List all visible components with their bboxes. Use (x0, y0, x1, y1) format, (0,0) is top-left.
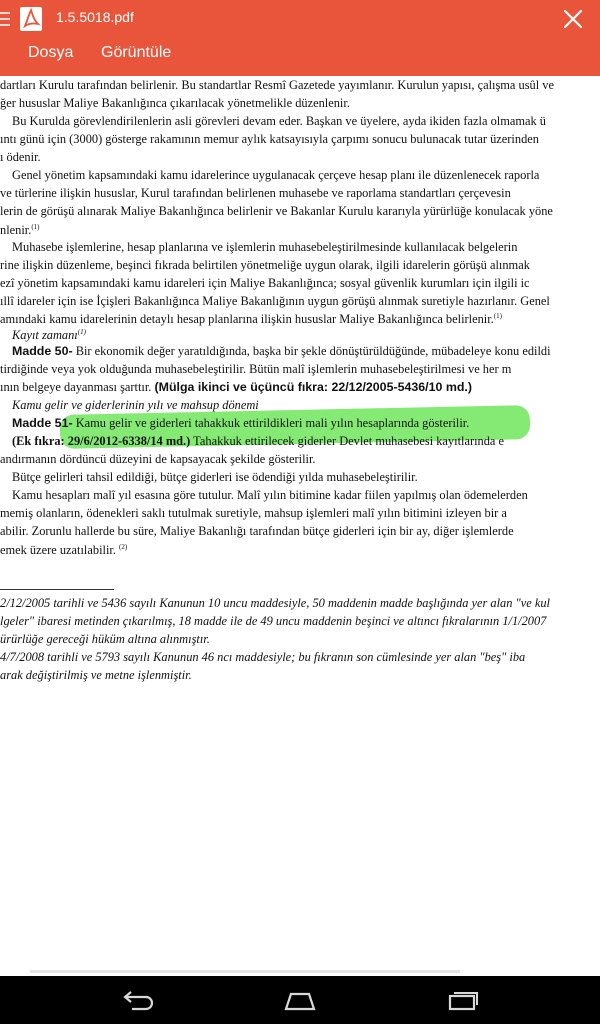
text-line: emek üzere uzatılabilir. $^{(2)}$ (0, 543, 128, 558)
home-icon[interactable] (280, 988, 320, 1012)
recent-apps-icon[interactable] (442, 988, 482, 1012)
text-line: Genel yönetim kapsamındaki kamu idarelerince uygulanacak çerçeve hesap planı ile düzenlenecek raporla (12, 168, 540, 182)
overflow-menu-icon[interactable] (0, 12, 10, 28)
text-line: Kamu hesapları malî yıl esasına göre tutulur. Malî yılın bitimine kadar fiilen yapılmış olan ödemelerden (12, 488, 528, 502)
text-line: ıllî idareler için ise İçişleri Bakanlığınca Maliye Bakanlığının uygun görüşü alınmak suretiyle hazırlanır. Genel (0, 294, 550, 308)
menu-bar (28, 44, 172, 62)
text-line: ve türlerine ilişkin hususlar, Kurul tarafından belirlenen muhasebe ve raporlama standartları çerçevesin (0, 186, 511, 200)
footnote-line: 2/12/2005 tarihli ve 5436 sayılı Kanunun 10 uncu maddesiyle, 50 maddenin madde başlığında yer alan "ve kul (0, 596, 550, 610)
pdf-page[interactable] (0, 76, 600, 976)
text-line: Madde 51- Kamu gelir ve giderleri tahakkuk ettirildikleri mali yılın hesaplarında gösterilir. (12, 416, 470, 430)
text-line: lerin de görüşü alınarak Maliye Bakanlığınca belirlenir ve Bakanlar Kurulu kararıyla yürürlüğe konulacak yöne (0, 204, 553, 218)
text-line: nlenir.$^{(1)}$ (0, 223, 40, 238)
text-line: dartları Kurulu tarafından belirlenir. Bu standartlar Resmî Gazetede yayımlanır. Kurulun yapısı, çalışma usûl ve (0, 78, 554, 92)
text-line: Muhasebe işlemlerine, hesap planlarına ve işlemlerin muhasebeleştirilmesinde kullanılacak belgelerin (12, 240, 518, 254)
footnote-line: arak değiştirilmiş ve metne işlenmiştir. (0, 668, 192, 682)
text-line: memiş olanların, ödenekleri saklı tutulmak suretiyle, mahsup işlemleri malî yılın bitimini izleyen bir a (0, 506, 507, 520)
text-line: ı ödenir. (0, 150, 41, 164)
system-nav-bar (0, 976, 600, 1024)
text-line: ının belgeye dayanması şarttır. (Mülga ikinci ve üçüncü fıkra: 22/12/2005-5436/10 md.) (0, 380, 472, 394)
text-line: tirdiğinde veya yok olduğunda muhasebeleştirilir. Bütün malî işlemlerin muhasebeleştirilmesi ve her m (0, 362, 512, 376)
text-line: ezî yönetim kapsamındaki kamu idareleri için Maliye Bakanlığınca; sosyal güvenlik kurumları için ilgili ic (0, 276, 530, 290)
text-line: Madde 50- Bir ekonomik değer yaratıldığında, başka bir şekle dönüştürüldüğünde, mübadeleye konu edildi (12, 344, 551, 358)
footnote-line: lgeler" ibaresi metinden çıkarılmış, 18 madde ile de 49 uncu maddenin beşinci ve altıncı fıkralarının 1/1/2007 (0, 614, 547, 628)
section-heading: Kayıt zamanı$^{(1)}$ (12, 328, 86, 343)
horizontal-scrollbar[interactable] (30, 970, 460, 973)
menu-dosya[interactable]: Dosya (28, 44, 74, 61)
text-line: amındaki kamu idarelerinin detaylı hesap planlarına ilişkin hususlar Maliye Bakanlığınca belirlenir.$^{(1)}$ (0, 312, 502, 327)
section-heading: Kamu gelir ve giderlerinin yılı ve mahsup dönemi (12, 398, 259, 412)
text-line: (Ek fıkra: 29/6/2012-6338/14 md.) Tahakkuk ettirilecek giderler Devlet muhasebesi kayıtlarında e (12, 434, 505, 448)
text-line: Bütçe gelirleri tahsil edildiği, bütçe giderleri ise ödendiği yılda muhasebeleştirilir. (12, 470, 418, 484)
text-line: ğer hususlar Maliye Bakanlığınca çıkarılacak yönetmelikle düzenlenir. (0, 96, 350, 110)
text-line: Bu Kurulda görevlendirilenlerin asli görevleri devam eder. Başkan ve üyelere, ayda ikiden fazla olmamak ü (12, 114, 546, 128)
text-line: ıntı günü için (3000) gösterge rakamının memur aylık katsayısıyla çarpımı sonucu bulunacak tutar üzerinden (0, 132, 539, 146)
menu-goruntule[interactable]: Görüntüle (101, 44, 172, 61)
back-icon[interactable] (118, 988, 158, 1012)
footnote-line: 4/7/2008 tarihli ve 5793 sayılı Kanunun 46 ncı maddesiyle; bu fıkranın son cümlesinde yer alan "beş" iba (0, 650, 526, 664)
document-title: 1.5.5018.pdf (56, 9, 134, 25)
app-toolbar (0, 0, 600, 76)
text-line: abilir. Zorunlu hallerde bu süre, Maliye Bakanlığı tarafından bütçe giderleri için bir ay, diğer işlemlerde (0, 524, 514, 538)
pdf-file-icon (18, 6, 44, 32)
text-line: rine ilişkin düzenleme, beşinci fıkrada belirtilen yönetmeliğe uygun olarak, ilgili idarelerin görüşü alınmak (0, 258, 530, 272)
footnote-divider (0, 589, 114, 590)
close-icon[interactable] (558, 4, 588, 34)
text-line: andırmanın dördüncü düzeyini de kapsayacak şekilde gösterilir. (0, 452, 316, 466)
footnote-line: ürürlüğe gereceği hüküm altına alınmıştır. (0, 632, 210, 646)
